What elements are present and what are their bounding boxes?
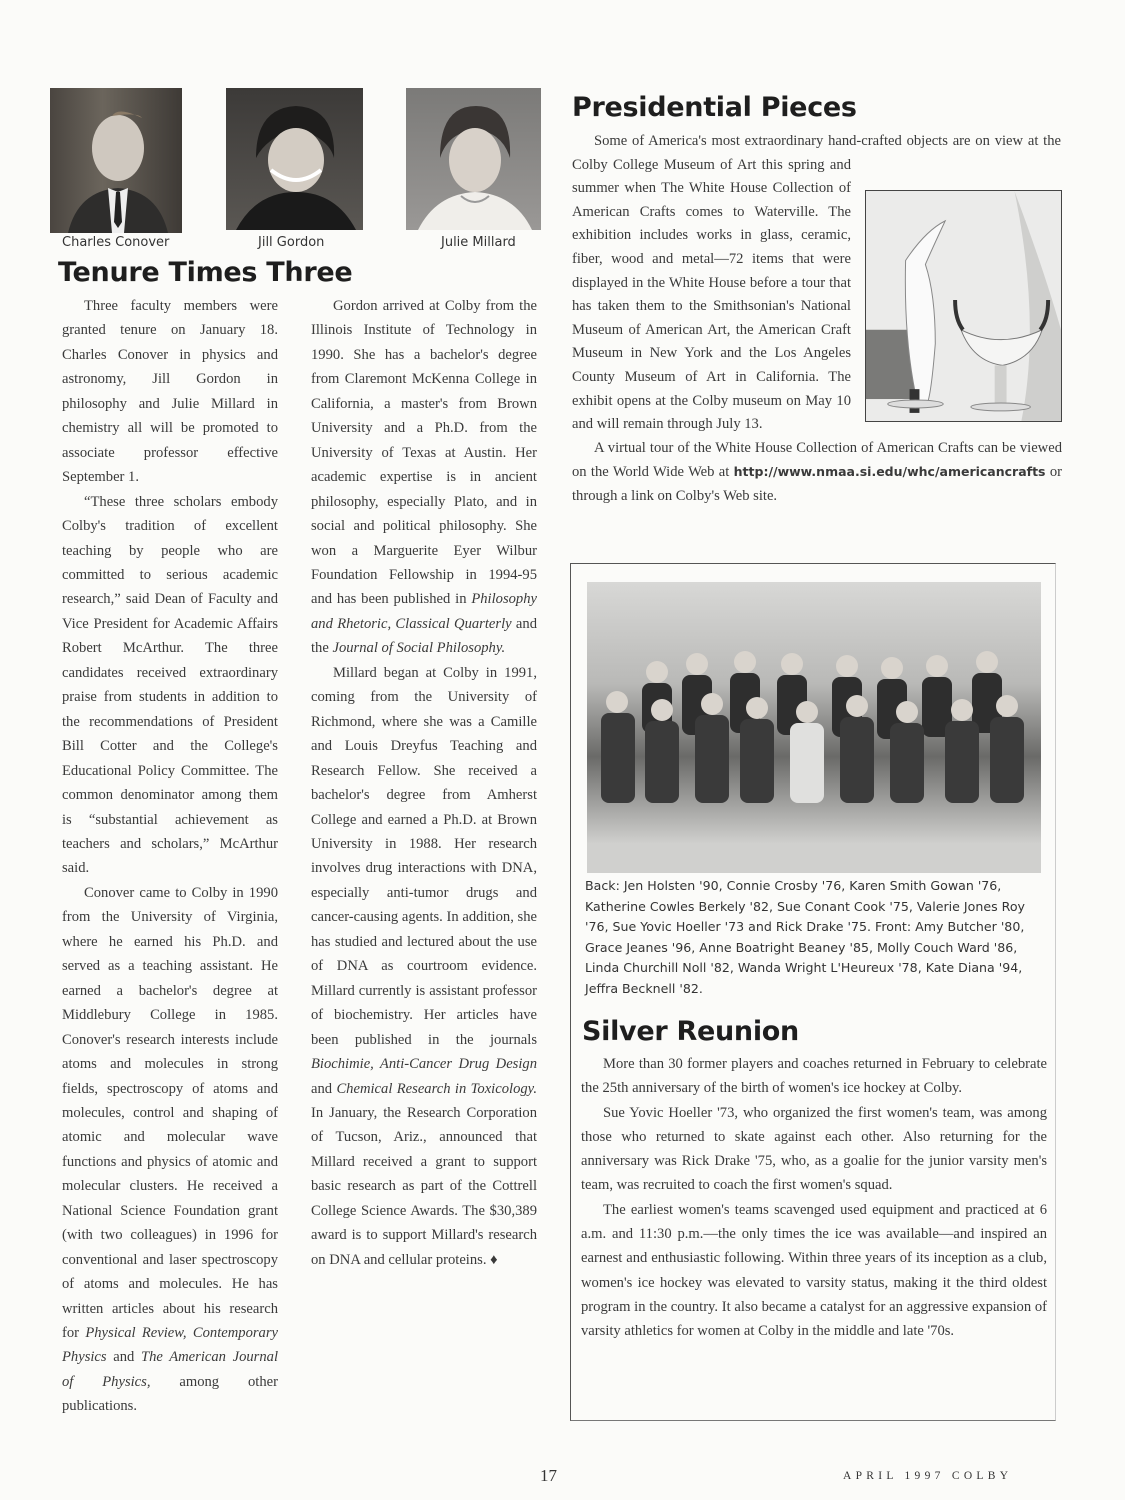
portrait-caption: Julie Millard	[441, 235, 516, 250]
hockey-team-photo	[587, 582, 1041, 873]
craft-vase-photo	[865, 190, 1062, 422]
paragraph	[581, 1052, 1047, 1101]
text-run: Biochimie, Anti-Cancer Drug Design	[311, 1056, 537, 1073]
text-run: The earliest women's teams scavenged used equipment and practiced at 6 a.m. and 11:30 p.m.—the only times the ice was available—and inspired an earnest and enthusiastic following. Within three years of its inception as a club, women's ice hockey was elevated to varsity status, making it the third oldest program in the country. It also became a catalyst for an aggressive expansion of varsity athletics for women at Colby in the middle and late '70s.	[581, 1201, 1047, 1340]
portrait-charles-conover	[50, 88, 182, 233]
text-run: A virtual tour of the White House Collection of American Crafts can be viewed on the World Wide Web at	[572, 439, 1062, 481]
text-run: Chemical Research in Toxicology.	[336, 1080, 537, 1097]
text-run: Some of America's most extraordinary hand-crafted objects are on view at the Colby College Museum of Art this spring and summer when The White House Collection of American Crafts comes to Waterville. The exhibition includes works in glass, ceramic, fiber, wood and metal—72 items that were displayed in the White House before a tour that has taken them to the Smithsonian's National Museum of American Art, the American Craft Museum in New York and the Los Angeles County Museum of Art in California. The exhibit opens at the Colby museum on May 10 and will remain through July 13.	[572, 133, 1061, 433]
text-run: “These three scholars embody Colby's tradition of excellent teaching by people who are committed to serious academic research,” said Dean of Faculty and Vice President for Academic Affairs Robert McArthur. The three candidates received extraordinary praise from students in addition to the recommendations of President Bill Cotter and the College's Educational Policy Committee. The common denominator among them is “substantial achievement as teachers and scholars,” McArthur said.	[62, 493, 278, 877]
text-run: Physical Review, Contemporary Physics	[62, 1325, 279, 1366]
portrait-julie-millard	[406, 88, 541, 230]
tenure-column-1	[62, 294, 278, 1419]
text-run: Conover came to Colby in 1990 from the University of Virginia, where he earned his Ph.D. and served as a teaching assistant. He earned a bachelor's degree at Middlebury College in 1985. Conover's research interests include atoms and molecules in strong fields, spectroscopy of atoms and molecules, control and shaping of atomic and molecular wave functions and physics of atomic and molecular clusters. He received a National Science Foundation grant (with two colleagues) in 1996 for conventional and laser spectroscopy of atoms and molecules. He has written articles about his research for	[62, 884, 278, 1342]
paragraph	[62, 294, 278, 490]
text-run: Journal of Social Philosophy.	[332, 640, 506, 657]
paragraph	[62, 881, 278, 1419]
text-run: and the	[311, 615, 537, 657]
portrait-caption: Charles Conover	[62, 235, 170, 250]
issue-label: APRIL 1997 COLBY	[843, 1470, 1013, 1482]
text-run: Sue Yovic Hoeller '73, who organized the first women's team, was among those who returned to skate against each other. Also returning for the anniversary was Rick Drake '75, who, as a goalie for the junior varsity men's team, was recruited to coach the first women's squad.	[581, 1104, 1047, 1194]
paragraph	[311, 294, 537, 661]
presidential-headline: Presidential Pieces	[572, 92, 857, 123]
paragraph	[581, 1198, 1047, 1344]
text-run: Philosophy and Rhetoric, Classical Quarterly	[311, 591, 537, 632]
paragraph	[311, 661, 537, 1272]
tenure-headline: Tenure Times Three	[58, 257, 353, 288]
text-run: Three faculty members were granted tenure on January 18. Charles Conover in physics and astronomy, Jill Gordon in philosophy and Julie Millard in chemistry all will be promoted to associate professor effective September 1.	[62, 298, 278, 486]
presidential-body	[572, 130, 1062, 509]
reunion-body	[581, 1052, 1047, 1344]
text-run: Gordon arrived at Colby from the Illinois Institute of Technology in 1990. She has a bachelor's degree from Claremont McKenna College in California, a master's from Brown University and a Ph.D. from the University of Texas at Austin. Her academic expertise is in ancient philosophy, especially Plato, and in social and political philosophy. She won a Marguerite Eyer Wilbur Foundation Fellowship in 1994-95 and has been published in	[311, 298, 537, 608]
page-number: 17	[540, 1466, 557, 1485]
text-run: The American Journal of Physics,	[62, 1349, 278, 1390]
paragraph	[581, 1101, 1047, 1198]
web-link[interactable]: http://www.nmaa.si.edu/whc/americancrafts	[733, 464, 1046, 480]
text-run: Millard began at Colby in 1991, coming from the University of Richmond, where she was a Camille and Louis Dreyfus Teaching and Research Fellow. She received a bachelor's degree from Amherst College and earned a Ph.D. at Brown University in 1988. Her research involves drug interactions with DNA, especially anti-tumor drugs and cancer-causing agents. In addition, she has studied and lectured about the use of DNA as courtroom evidence. Millard currently is assistant professor of biochemistry. Her articles have been published in the journals	[311, 664, 537, 1048]
reunion-headline: Silver Reunion	[582, 1016, 799, 1047]
paragraph	[572, 437, 1062, 509]
text-run: More than 30 former players and coaches returned in February to celebrate the 25th anniversary of the birth of women's ice hockey at Colby.	[581, 1056, 1047, 1097]
paragraph	[62, 490, 278, 881]
portrait-jill-gordon	[226, 88, 363, 230]
text-run: and	[106, 1349, 141, 1366]
text-run: or through a link on Colby's Web site.	[572, 464, 1062, 504]
text-run: and	[311, 1080, 337, 1097]
text-run: among other publications.	[62, 1373, 278, 1415]
portrait-caption: Jill Gordon	[258, 235, 325, 250]
team-photo-caption: Back: Jen Holsten '90, Connie Crosby '76, Karen Smith Gowan '76, Katherine Cowles Berkely '82, Sue Conant Cook '75, Valerie Jones Roy '76, Sue Yovic Hoeller '73 and Rick Drake '75. Front: Amy Butcher '80, Grace Jeanes '96, Anne Boatright Beaney '85, Molly Couch Ward '86, Linda Churchill Noll '82, Wanda Wright L'Heureux '78, Kate Diana '94, Jeffra Becknell '82.	[585, 878, 1025, 996]
tenure-column-2	[311, 294, 537, 1272]
text-run: In January, the Research Corporation of Tucson, Ariz., announced that Millard received a grant to support basic research as part of the Cottrell College Science Awards. The $30,389 award is to support Millard's research on DNA and cellular proteins. ♦	[311, 1104, 537, 1268]
